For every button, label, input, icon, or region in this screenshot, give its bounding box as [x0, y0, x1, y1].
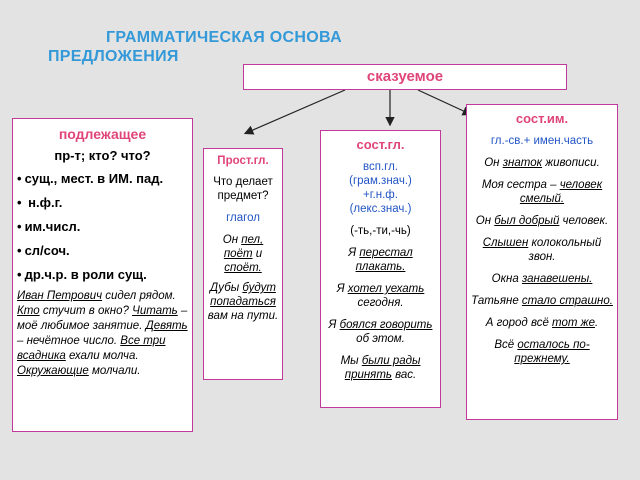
podlezhashchee-examples: Иван Петрович сидел рядом. Кто стучит в окно? Читать – моё любимое занятие. Девять – нечётное число. Все три всадника ехали молча. Окружающие молчали. [17, 290, 188, 377]
list-item: • др.ч.р. в роли сущ. [17, 267, 188, 283]
sostgl-suffixes: (-ть,-ти,-чь) [350, 225, 411, 237]
podlezhashchee-list [17, 171, 188, 283]
list-item: • н.ф.г. [17, 195, 188, 211]
list-item: • им.числ. [17, 219, 188, 235]
sostim-example-4: Слышен колокольный звон. [482, 237, 602, 263]
sostgl-formula: всп.гл. (грам.знач.) +г.н.ф. (лекс.знач.) [349, 161, 412, 215]
sostgl-example-2: Я хотел уехать сегодня. [336, 283, 425, 309]
sostgl-header: сост.гл. [356, 137, 405, 152]
list-item: • сл/соч. [17, 243, 188, 259]
prost-header: Прост.гл. [217, 155, 269, 167]
sostim-example-3: Он был добрый человек. [475, 215, 609, 227]
sostgl-example-3: Я боялся говорить об этом. [328, 319, 433, 345]
sostim-header: сост.им. [515, 111, 569, 126]
sostim-formula: гл.-св.+ имен.часть [490, 135, 594, 147]
sostim-example-2: Моя сестра – человек смелый. [481, 179, 603, 205]
skazuemoe-label: сказуемое [366, 68, 444, 85]
podlezhashchee-box [12, 118, 193, 432]
arrow-to-prost [246, 90, 345, 133]
page-title: ГРАММАТИЧЕСКАЯ ОСНОВА ПРЕДЛОЖЕНИЯ [48, 29, 342, 65]
skazuemoe-box [243, 64, 567, 90]
prost-glagol: глагол [226, 212, 260, 224]
prost-box [203, 148, 283, 380]
prost-example-1: Он пел, поёт и споёт. [222, 234, 264, 274]
sostgl-example-1: Я перестал плакать. [348, 247, 413, 273]
prost-question: Что делает предмет? [213, 176, 273, 202]
sostim-example-8: Всё осталось по-прежнему. [494, 339, 590, 365]
arrow-to-sostim [418, 90, 470, 114]
sostgl-box [320, 130, 441, 408]
list-item: • сущ., мест. в ИМ. пад. [17, 171, 188, 187]
sostgl-example-4: Мы были рады принять вас. [340, 355, 421, 381]
sostim-box [466, 104, 618, 420]
sostim-example-1: Он знаток живописи. [484, 157, 600, 169]
sostim-example-5: Окна занавешены. [491, 273, 593, 285]
prost-example-2: Дубы будут попадаться вам на пути. [207, 282, 279, 322]
podlezhashchee-question: пр-т; кто? что? [54, 148, 151, 163]
sostim-example-6: Татьяне стало страшно. [471, 295, 613, 307]
sostim-example-7: А город всё тот же. [485, 317, 599, 329]
podlezhashchee-header: подлежащее [58, 126, 147, 142]
